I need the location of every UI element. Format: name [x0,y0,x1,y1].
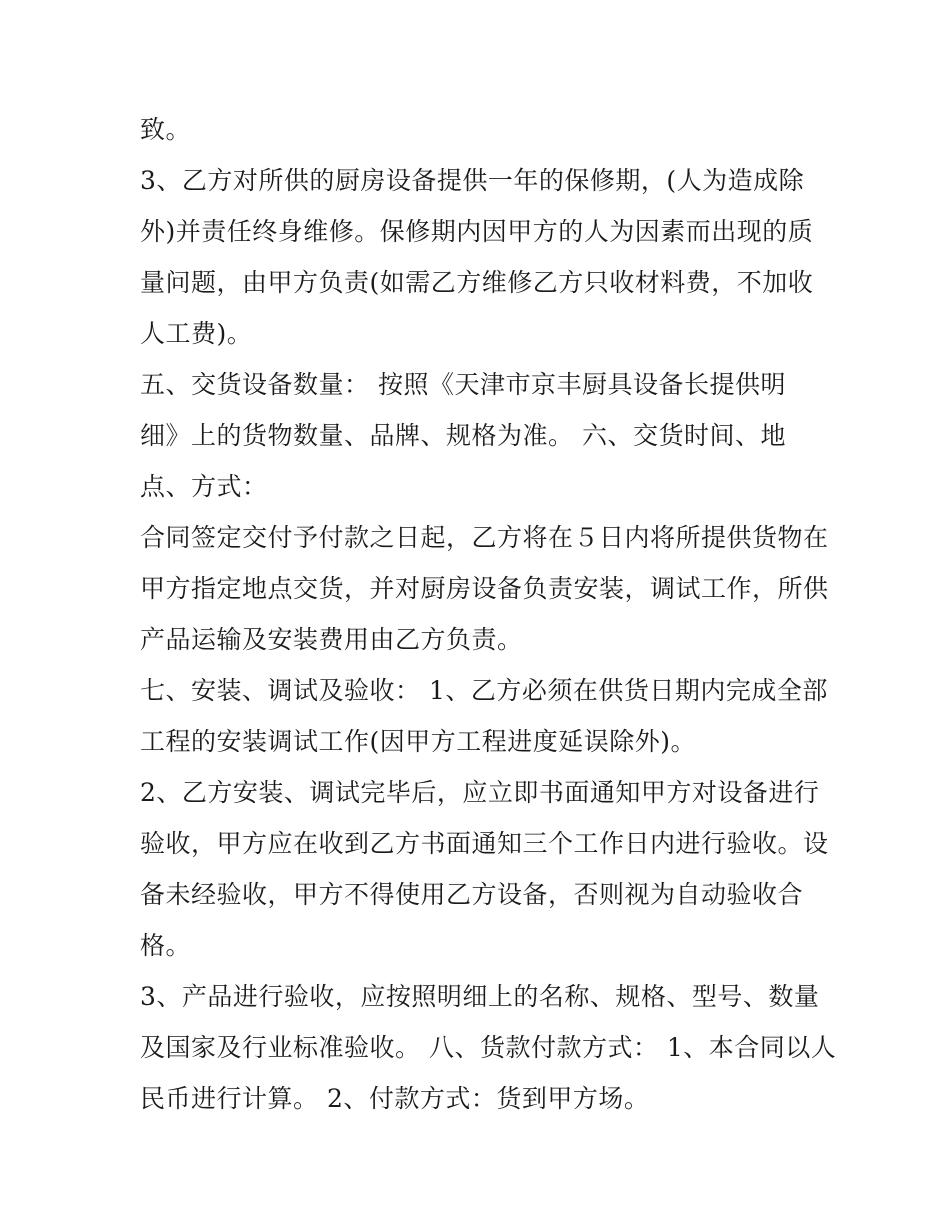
text-line: 细》上的货物数量、品牌、规格为准。 六、交货时间、地 [140,421,786,450]
text-line: 合同签定交付予付款之日起，乙方将在５日内将所提供货物在 [140,523,829,552]
text-line: 人工费)。 [140,319,253,348]
text-line: 及国家及行业标准验收。 八、货款付款方式： 1、本合同以人 [140,1033,837,1062]
text-line: 量问题，由甲方负责(如需乙方维修乙方只收材料费，不加收 [140,268,814,297]
text-line: 验收，甲方应在收到乙方书面通知三个工作日内进行验收。设 [140,829,829,858]
text-line: 3、产品进行验收，应按照明细上的名称、规格、型号、数量 [140,982,820,1011]
text-line: 致。 [140,115,192,144]
text-line: 民币进行计算。 2、付款方式：货到甲方场。 [140,1084,650,1113]
text-line: 甲方指定地点交货，并对厨房设备负责安装，调试工作，所供 [140,574,829,603]
text-line: 2、乙方安装、调试完毕后，应立即书面通知甲方对设备进行 [140,778,820,807]
text-line: 产品运输及安装费用由乙方负责。 [140,625,523,654]
text-line: 点、方式： [140,472,268,501]
text-line: 七、安装、调试及验收： 1、乙方必须在供货日期内完成全部 [140,676,828,705]
text-line: 外)并责任终身维修。保修期内因甲方的人为因素而出现的质 [140,217,814,246]
text-line: 五、交货设备数量： 按照《天津市京丰厨具设备长提供明 [140,370,786,399]
text-line: 3、乙方对所供的厨房设备提供一年的保修期，(人为造成除 [140,166,805,195]
text-line: 工程的安装调试工作(因甲方工程进度延误除外)。 [140,727,697,756]
text-line: 格。 [140,931,192,960]
contract-text [140,104,837,1124]
text-line: 备未经验收，甲方不得使用乙方设备，否则视为自动验收合 [140,880,804,909]
